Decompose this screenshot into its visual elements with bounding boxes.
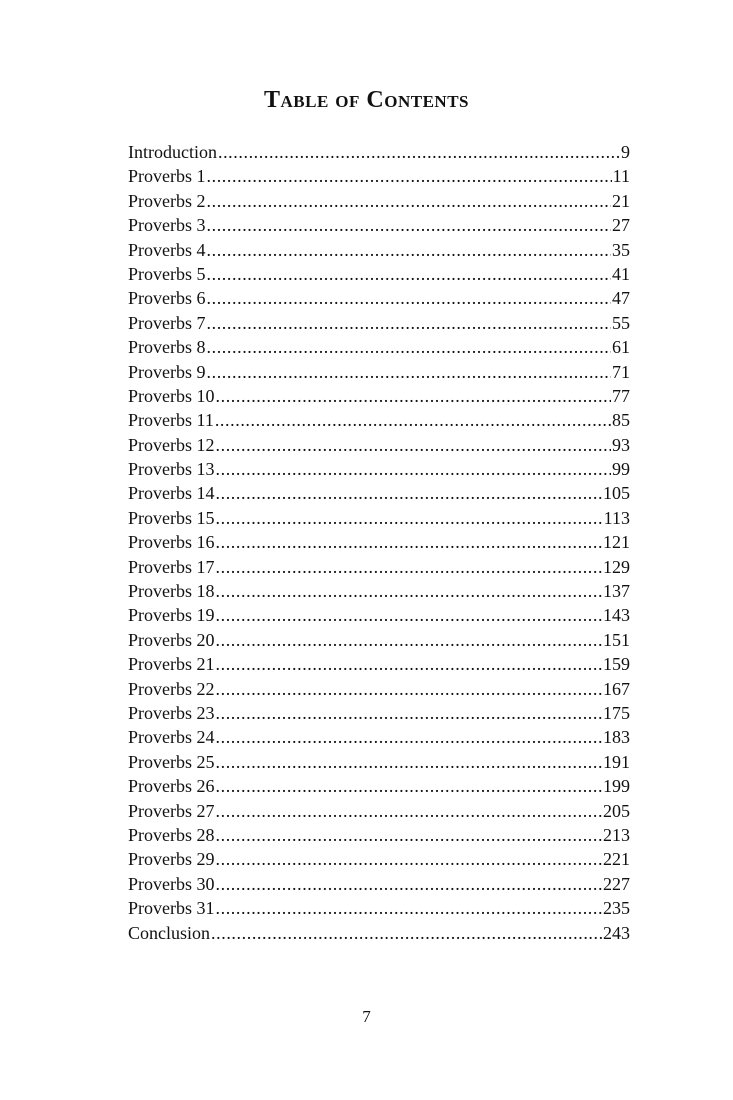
toc-entry-label: Proverbs 6 [128,288,206,309]
toc-entry-label: Proverbs 31 [128,898,215,919]
toc-entry [128,921,630,945]
toc-entry [128,555,630,579]
toc-entry-label: Proverbs 2 [128,190,206,211]
toc-entry-label: Proverbs 27 [128,800,215,821]
toc-dot-leader [207,311,612,335]
toc-entry [128,799,630,823]
toc-dot-leader [216,530,603,554]
toc-dot-leader [207,164,612,188]
toc-entry [128,140,630,164]
toc-dot-leader [216,774,603,798]
toc-entry-page: 47 [612,288,630,309]
toc-dot-leader [207,262,612,286]
toc-entry-label: Proverbs 13 [128,459,215,480]
toc-entry [128,872,630,896]
page-number: 7 [362,1007,371,1026]
toc-entry-label: Proverbs 10 [128,385,215,406]
toc-entry-page: 129 [603,556,630,577]
toc-dot-leader [216,481,603,505]
toc-dot-leader [216,799,603,823]
toc-entry-page: 93 [612,434,630,455]
toc-entry-page: 85 [612,410,630,431]
toc-title: Table of Contents [264,87,469,113]
toc-entry-label: Proverbs 16 [128,532,215,553]
toc-dot-leader [216,433,612,457]
toc-entry [128,360,630,384]
toc-entry [128,847,630,871]
toc-dot-leader [207,189,612,213]
toc-entry [128,311,630,335]
toc-entry-label: Proverbs 21 [128,654,215,675]
toc-dot-leader [216,628,603,652]
toc-entry-page: 167 [603,678,630,699]
toc-entry [128,164,630,188]
toc-entry-page: 41 [612,263,630,284]
toc-entry-label: Proverbs 30 [128,873,215,894]
toc-dot-leader [216,847,603,871]
toc-entry-label: Proverbs 8 [128,337,206,358]
toc-entry [128,335,630,359]
toc-dot-leader [216,750,603,774]
toc-entry-page: 99 [612,459,630,480]
toc-dot-leader [216,652,603,676]
toc-dot-leader [216,579,603,603]
toc-entry [128,262,630,286]
toc-entry [128,725,630,749]
toc-entry-page: 21 [612,190,630,211]
toc-entry [128,457,630,481]
toc-entry-page: 77 [612,385,630,406]
toc-entry [128,677,630,701]
toc-dot-leader [207,213,612,237]
toc-entry-label: Proverbs 25 [128,751,215,772]
toc-dot-leader [216,457,612,481]
toc-entry-label: Proverbs 4 [128,239,206,260]
toc-entry [128,628,630,652]
toc-entry-label: Proverbs 18 [128,581,215,602]
toc-dot-leader [215,408,611,432]
toc-entry [128,481,630,505]
toc-entry-page: 159 [603,654,630,675]
toc-entry-page: 27 [612,215,630,236]
toc-entry-page: 11 [612,166,630,187]
toc-dot-leader [216,725,603,749]
toc-entry-page: 55 [612,312,630,333]
toc-entry-page: 143 [603,605,630,626]
toc-dot-leader [216,677,603,701]
toc-entry [128,408,630,432]
toc-entry [128,286,630,310]
toc-entry-label: Proverbs 3 [128,215,206,236]
toc-entry-page: 105 [603,483,630,504]
toc-entry-label: Proverbs 9 [128,361,206,382]
toc-entry [128,579,630,603]
toc-entry-page: 113 [603,507,630,528]
toc-dot-leader [216,384,612,408]
toc-dot-leader [211,921,602,945]
toc-entry-label: Proverbs 24 [128,727,215,748]
toc-dot-leader [216,823,603,847]
toc-entry-page: 9 [621,142,630,162]
toc-entry-label: Proverbs 23 [128,702,215,723]
toc-entry-label: Proverbs 17 [128,556,215,577]
toc-dot-leader [216,896,603,920]
toc-entry-label: Proverbs 28 [128,824,215,845]
toc-dot-leader [207,238,612,262]
toc-entry [128,701,630,725]
toc-dot-leader [216,872,603,896]
toc-entry-label: Proverbs 29 [128,849,215,870]
toc-entry [128,823,630,847]
toc-dot-leader [207,286,612,310]
toc-entry-label: Proverbs 12 [128,434,215,455]
toc-dot-leader [216,555,603,579]
toc-entry-page: 137 [603,581,630,602]
toc-entry-label: Proverbs 22 [128,678,215,699]
toc-entry [128,652,630,676]
toc-entry-page: 199 [603,776,630,797]
toc-entry-page: 191 [603,751,630,772]
toc-entry [128,189,630,213]
toc-entry-page: 243 [603,922,630,943]
toc-entry-page: 227 [603,873,630,894]
toc-list [128,140,630,945]
toc-entry-page: 213 [603,824,630,845]
toc-entry-label: Proverbs 19 [128,605,215,626]
toc-entry-page: 35 [612,239,630,260]
toc-entry [128,384,630,408]
toc-entry [128,530,630,554]
toc-entry-page: 71 [612,361,630,382]
toc-entry [128,750,630,774]
toc-entry [128,433,630,457]
toc-entry [128,506,630,530]
toc-entry [128,603,630,627]
toc-entry-label: Conclusion [128,922,211,943]
toc-entry-label: Proverbs 20 [128,629,215,650]
toc-entry-page: 205 [603,800,630,821]
toc-dot-leader [216,603,603,627]
toc-entry-label: Proverbs 1 [128,166,206,187]
toc-entry-label: Proverbs 14 [128,483,215,504]
toc-entry-label: Introduction [128,142,217,162]
toc-entry-page: 235 [603,898,630,919]
toc-entry-label: Proverbs 11 [128,410,214,431]
toc-entry-page: 183 [603,727,630,748]
toc-dot-leader [216,506,603,530]
toc-entry-label: Proverbs 7 [128,312,206,333]
toc-entry [128,774,630,798]
toc-dot-leader [216,701,603,725]
toc-entry-page: 175 [603,702,630,723]
toc-entry-page: 221 [603,849,630,870]
toc-entry [128,213,630,237]
toc-entry-page: 121 [603,532,630,553]
toc-entry-page: 61 [612,337,630,358]
toc-entry-page: 151 [603,629,630,650]
toc-entry-label: Proverbs 15 [128,507,215,528]
toc-dot-leader [207,360,612,384]
toc-entry [128,896,630,920]
toc-dot-leader [218,140,620,164]
toc-entry-label: Proverbs 26 [128,776,215,797]
toc-dot-leader [207,335,612,359]
toc-entry-label: Proverbs 5 [128,263,206,284]
toc-entry [128,238,630,262]
